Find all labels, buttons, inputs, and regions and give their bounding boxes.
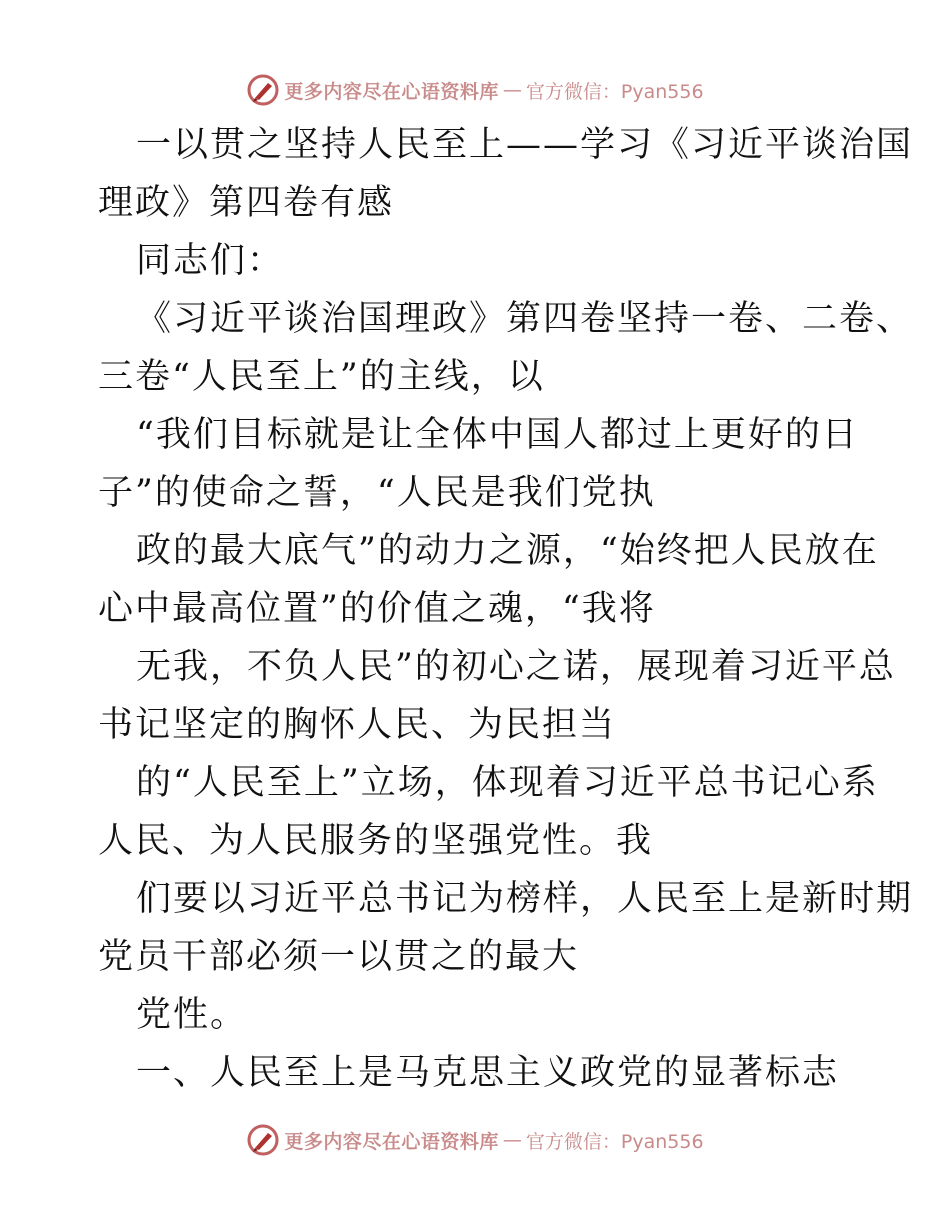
- pen-logo-icon: [246, 1123, 280, 1157]
- watermark-dash: —: [502, 79, 522, 101]
- text-line: 们要以习近平总书记为榜样，人民至上是新时期: [136, 879, 914, 919]
- text-line: 一、人民至上是马克思主义政党的显著标志: [136, 1053, 840, 1093]
- text-line: 的“人民至上”立场，体现着习近平总书记心系: [136, 763, 879, 803]
- text-line: 政的最大底气”的动力之源，“始终把人民放在: [136, 531, 879, 571]
- text-line: 人民、为人民服务的坚强党性。我: [98, 821, 654, 861]
- watermark-dash: —: [502, 1129, 522, 1151]
- text-line: 书记坚定的胸怀人民、为民担当: [98, 705, 617, 745]
- pen-logo-icon: [246, 73, 280, 107]
- watermark-wechat: 官方微信：Pyan556: [525, 80, 704, 103]
- watermark-brand: 更多内容尽在心语资料库: [284, 1130, 499, 1153]
- footer-watermark: [0, 1120, 950, 1160]
- header-watermark: [0, 70, 950, 110]
- text-line: 一以贯之坚持人民至上——学习《习近平谈治国: [136, 125, 914, 165]
- text-line: 无我，不负人民”的初心之诺，展现着习近平总: [136, 647, 896, 687]
- text-line: 三卷“人民至上”的主线，以: [98, 357, 545, 397]
- watermark-wechat: 官方微信：Pyan556: [525, 1130, 704, 1153]
- text-line: 心中最高位置”的价值之魂，“我将: [98, 589, 656, 629]
- document-body: [98, 116, 914, 1102]
- text-line: 党员干部必须一以贯之的最大: [98, 937, 580, 977]
- text-line: “我们目标就是让全体中国人都过上更好的日: [136, 415, 859, 455]
- text-line: 子”的使命之誓，“人民是我们党执: [98, 473, 656, 513]
- text-line: 党性。: [136, 995, 248, 1035]
- text-line: 理政》第四卷有感: [98, 183, 395, 223]
- watermark-brand: 更多内容尽在心语资料库: [284, 80, 499, 103]
- text-line: 同志们：: [136, 241, 285, 281]
- text-line: 《习近平谈治国理政》第四卷坚持一卷、二卷、: [136, 299, 914, 339]
